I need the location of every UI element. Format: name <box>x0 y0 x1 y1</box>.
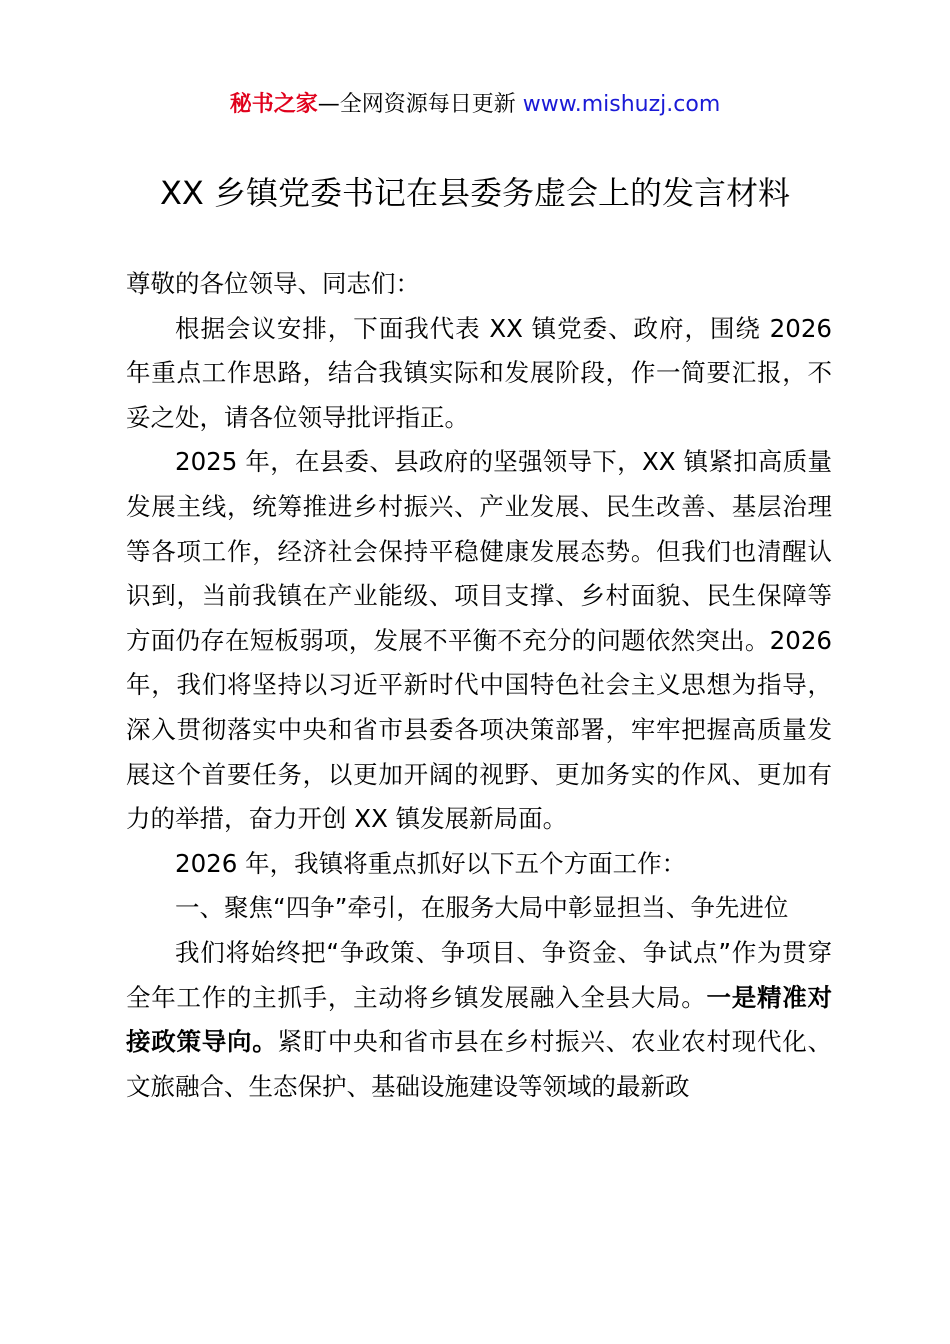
document-body <box>126 262 832 1109</box>
section-heading: 一、聚焦“四争”牵引，在服务大局中彰显担当、争先进位 <box>175 893 789 923</box>
paragraph-tail: 紧盯中央和省市县在乡村振兴、农业农村现代化、文旅融合、生态保护、基础设施建设等领域的最新政 <box>126 1027 833 1101</box>
site-slogan: —全网资源每日更新 <box>317 92 516 117</box>
paragraph: 2026 年，我镇将重点抓好以下五个方面工作： <box>175 848 687 878</box>
paragraph: 2025 年，在县委、县政府的坚强领导下，XX 镇紧扣高质量发展主线，统筹推进乡村振兴、产业发展、民生改善、基层治理等各项工作，经济社会保持平稳健康发展态势。但我们也清醒认识到，当前我镇在产业能级、项目支撑、乡村面貌、民生保障等方面仍存在短板弱项，发展不平衡不充分的问题依然突出。2026 年，我们将坚持以习近平新时代中国特色社会主义思想为指导，深入贯彻落实中央和省市县委各项决策部署，牢牢把握高质量发展这个首要任务，以更加开阔的视野、更加务实的作风、更加有力的举措，奋力开创 XX 镇发展新局面。 <box>126 447 832 834</box>
document-title: XX 乡镇党委书记在县委务虚会上的发言材料 <box>159 174 791 212</box>
site-url-link[interactable]: www.mishuzj.com <box>522 92 721 117</box>
salutation: 尊敬的各位领导、同志们： <box>126 269 420 298</box>
bold-label: 一是精准对接政策导向。 <box>126 982 833 1057</box>
paragraph-lead: 我们将始终把“争政策、争项目、争资金、争试点”作为贯穿全年工作的主抓手，主动将乡镇发展融入全县大局。 <box>126 937 832 1012</box>
site-header <box>0 88 950 122</box>
paragraph <box>126 931 832 1109</box>
paragraph: 根据会议安排，下面我代表 XX 镇党委、政府，围绕 2026 年重点工作思路，结合我镇实际和发展阶段，作一简要汇报，不妥之处，请各位领导批评指正。 <box>126 313 832 432</box>
site-brand: 秘书之家 <box>229 92 318 117</box>
